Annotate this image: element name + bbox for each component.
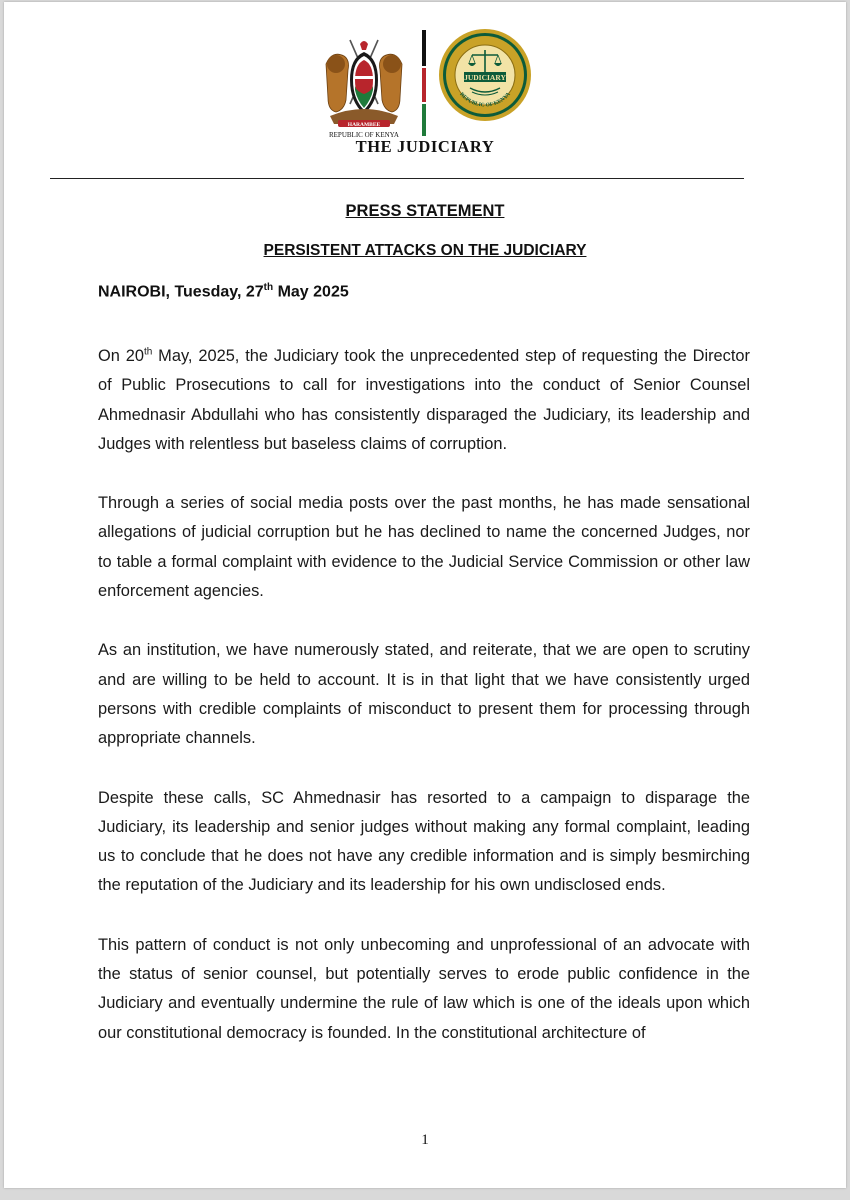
svg-text:HARAMBEE: HARAMBEE (347, 122, 381, 128)
svg-text:JUDICIARY: JUDICIARY (464, 73, 506, 82)
organization-name: THE JUDICIARY (355, 137, 495, 156)
paragraph-1-prefix: On 20 (98, 347, 144, 365)
paragraph-3: As an institution, we have numerously stated, and reiterate, that we are open to scrutiny and are willing to be held to account. It is in that light that we have consistently urged persons with credible complaints of misconduct to present them for processing through appropriate channels. (98, 641, 750, 748)
page-number: 1 (421, 1132, 429, 1148)
paragraph-5: This pattern of conduct is not only unbecoming and unprofessional of an advocate with the status of senior counsel, but potentially serves to erode public confidence in the Judiciary and eventually undermine the rule of law which is one of the ideals upon which our constitutional democracy is founded. In the constitutional architecture of (98, 935, 750, 1042)
dateline-suffix: May 2025 (273, 283, 349, 301)
statement-body (98, 342, 750, 1078)
dateline (98, 282, 349, 301)
document-page (4, 2, 846, 1188)
flag-divider-icon (422, 30, 426, 136)
paragraph-1 (98, 342, 750, 459)
svg-text:REPUBLIC OF KENYA: REPUBLIC OF KENYA (328, 131, 400, 139)
letterhead (4, 22, 846, 142)
header-divider (50, 178, 744, 179)
svg-text:REPUBLIC OF KENYA: REPUBLIC OF KENYA (458, 91, 512, 109)
dateline-ordinal: th (263, 282, 274, 293)
paragraph-1-rest: May, 2025, the Judiciary took the unprecedented step of requesting the Director of Public Prosecutions to call for investigations into the conduct of Senior Counsel Ahmednasir Abdullahi who has consistently disparaged the Judiciary, its leadership and Judges with relentless but baseless claims of corruption. (98, 347, 750, 453)
paragraph-1-ordinal: th (143, 346, 153, 358)
paragraph-4: Despite these calls, SC Ahmednasir has resorted to a campaign to disparage the Judiciary, its leadership and senior judges without making any formal complaint, leading us to conclude that he does not have any credible information and is simply besmirching the reputation of the Judiciary and its leadership for his own undisclosed ends. (98, 788, 750, 895)
document-heading: PRESS STATEMENT (345, 202, 505, 220)
document-subject: PERSISTENT ATTACKS ON THE JUDICIARY (263, 242, 587, 259)
paragraph-2: Through a series of social media posts over the past months, he has made sensational allegations of judicial corruption but he has declined to name the concerned Judges, nor to table a formal complaint with evidence to the Judicial Service Commission or other law enforcement agencies. (98, 494, 750, 601)
kenya-coat-of-arms-icon (320, 34, 408, 140)
dateline-prefix: NAIROBI, Tuesday, 27 (98, 283, 264, 301)
judiciary-seal-icon (438, 28, 532, 122)
